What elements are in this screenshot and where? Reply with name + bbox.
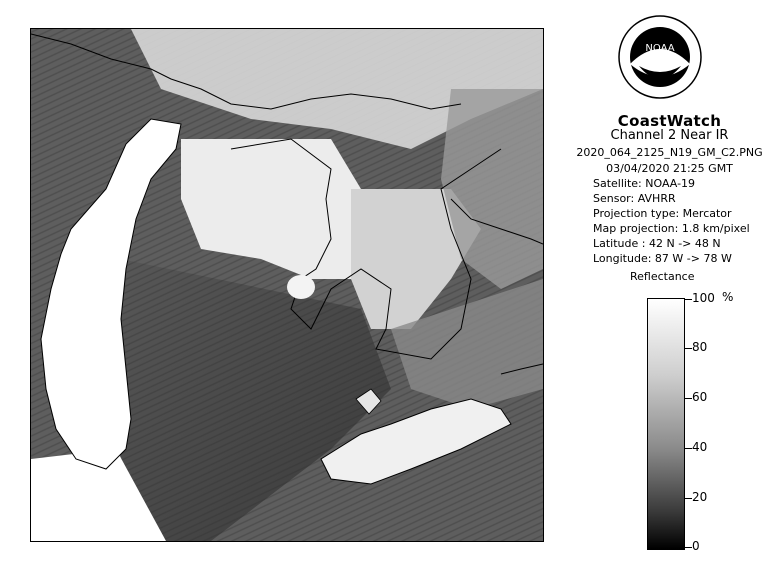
projection-type: Projection type: Mercator [593, 207, 732, 220]
saginaw-bay [287, 275, 315, 299]
channel-label: Channel 2 Near IR [610, 128, 729, 143]
product-title: CoastWatch [617, 112, 722, 130]
tick-mark [684, 299, 692, 300]
tick-label: 40 [692, 440, 708, 454]
map-svg [31, 29, 543, 541]
satellite: Satellite: NOAA-19 [593, 177, 696, 190]
datetime: 03/04/2020 21:25 GMT [606, 162, 733, 175]
legend-title: Reflectance [630, 270, 695, 283]
longitude: Longitude: 87 W -> 78 W [593, 252, 732, 265]
tick-mark [684, 398, 692, 399]
map-projection: Map projection: 1.8 km/pixel [593, 222, 750, 235]
satellite-image [30, 28, 544, 542]
tick-label: 20 [692, 490, 708, 504]
legend-unit: % [722, 290, 734, 304]
tick-label: 80 [692, 340, 708, 354]
tick-mark [684, 348, 692, 349]
tick-label: 100 [692, 291, 715, 305]
tick-mark [684, 498, 692, 499]
colorbar [647, 298, 685, 550]
latitude: Latitude : 42 N -> 48 N [593, 237, 721, 250]
tick-label: 0 [692, 539, 700, 553]
filename: 2020_064_2125_N19_GM_C2.PNG [576, 146, 763, 159]
tick-mark [684, 547, 692, 548]
svg-text:NOAA: NOAA [645, 43, 675, 54]
noaa-logo [617, 14, 703, 100]
tick-mark [684, 448, 692, 449]
tick-label: 60 [692, 390, 708, 404]
sensor: Sensor: AVHRR [593, 192, 676, 205]
